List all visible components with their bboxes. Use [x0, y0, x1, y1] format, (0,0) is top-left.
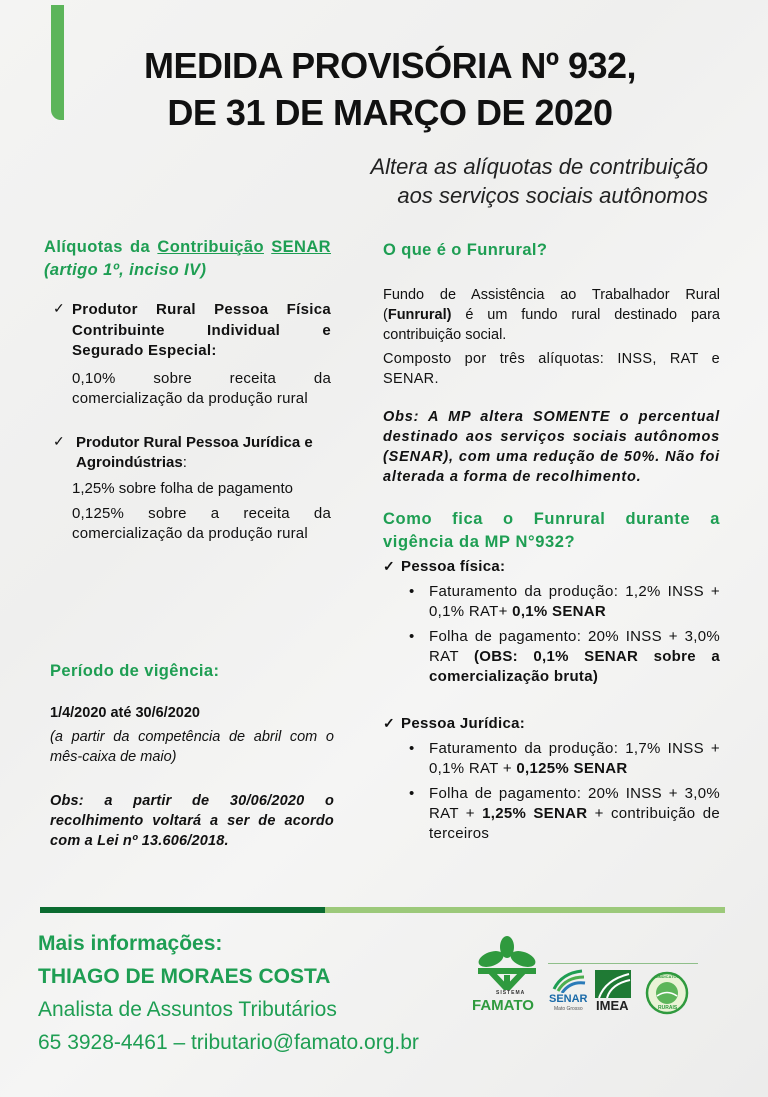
rurais-text: RURAIS — [658, 1005, 678, 1011]
list-item — [383, 739, 720, 779]
item-bold: 1,25% SENAR — [482, 805, 588, 822]
pj-list — [383, 739, 720, 844]
pf-title — [383, 556, 720, 577]
imea-logo — [595, 970, 635, 1015]
imea-road-icon — [595, 970, 631, 998]
definition-funrural: Funrural) — [387, 307, 452, 323]
period-heading: Período de vigência: — [50, 662, 220, 680]
funrural-heading: O que é o Funrural? — [383, 241, 548, 259]
famato-logo — [470, 935, 545, 1015]
check-icon: ✓ — [53, 300, 65, 316]
item-text-2: 0,125% sobre a receita da comercialização da produção rural — [72, 504, 331, 542]
page-title — [70, 42, 710, 136]
divider-dark — [40, 907, 325, 913]
item-text: 0,10% sobre receita da comercialização da produção rural — [72, 369, 331, 407]
pf-list — [383, 582, 720, 687]
period-dates: 1/4/2020 até 30/6/2020 — [50, 705, 200, 721]
imea-text: IMEA — [596, 998, 629, 1013]
item-text: Folha de pagamento: 20% INSS + 3,0% RAT + — [429, 785, 720, 822]
heading-underlined: Contribuição — [157, 238, 264, 256]
list-item — [383, 582, 720, 622]
mp-obs: Obs: A MP altera SOMENTE o percentual destinado aos serviços sociais autônomos (SENAR), com uma redução de 50%. Não foi alterada a forma de recolhimento. — [383, 409, 720, 485]
senar-mark-icon — [552, 969, 586, 993]
sindicatos-rurais-logo — [645, 971, 689, 1015]
senar-text: SENAR — [549, 993, 588, 1005]
pessoa-fisica-section — [383, 556, 720, 687]
senar-heading — [44, 236, 331, 282]
item-text-1: 1,25% sobre folha de pagamento — [72, 479, 293, 497]
item-text-end: + contribuição de terceiros — [429, 805, 720, 842]
pessoa-juridica-section — [383, 713, 720, 844]
period-note: (a partir da competência de abril com o mês-caixa de maio) — [50, 729, 334, 765]
funrural-composition: Composto por três alíquotas: INSS, RAT e SENAR. — [383, 351, 720, 387]
famato-small-text: SISTEMA — [496, 990, 526, 996]
bullet-icon: • — [409, 740, 415, 757]
subtitle-line-2: aos serviços sociais autônomos — [397, 183, 708, 208]
funrural-definition — [383, 285, 720, 345]
bullet-icon: • — [409, 583, 415, 600]
pf-title-text: Pessoa física: — [401, 558, 506, 575]
heading-text: Alíquotas da — [44, 238, 151, 256]
check-icon: ✓ — [383, 558, 396, 574]
item-title-text: Produtor Rural Pessoa Jurídica e Agroindústrias — [76, 433, 313, 471]
bullet-icon: • — [409, 785, 415, 802]
heading-senar: SENAR — [271, 238, 331, 256]
contact-name: THIAGO DE MORAES COSTA — [38, 965, 331, 988]
accent-bar — [51, 5, 64, 120]
contact-footer — [38, 927, 419, 1059]
pj-title — [383, 713, 720, 734]
left-column — [44, 236, 334, 849]
item-bold: 0,1% SENAR — [512, 603, 607, 620]
contact-role: Analista de Assuntos Tributários — [38, 998, 337, 1021]
logo-separator — [548, 963, 698, 964]
item-pessoa-fisica — [44, 300, 331, 409]
subtitle — [370, 152, 708, 210]
definition-text-a: Fundo de Assistência ao Trabalhador Rural ( — [383, 287, 720, 323]
sindicatos-text: SINDICATOS — [655, 974, 680, 979]
partner-logos — [470, 935, 730, 1015]
item-text: Faturamento da produção: 1,7% INSS + 0,1% RAT + — [429, 740, 720, 777]
list-item — [383, 784, 720, 844]
senar-logo — [549, 969, 589, 1015]
item-pessoa-juridica — [44, 433, 331, 544]
item-bold: (OBS: 0,1% SENAR sobre a comercialização bruta) — [429, 648, 720, 685]
famato-text: FAMATO — [472, 997, 534, 1014]
period-section — [50, 660, 334, 851]
subtitle-line-1: Altera as alíquotas de contribuição — [370, 154, 708, 179]
item-bold: 0,125% SENAR — [516, 760, 628, 777]
title-line-2: DE 31 DE MARÇO DE 2020 — [167, 92, 613, 133]
title-line-1: MEDIDA PROVISÓRIA Nº 932, — [143, 45, 637, 86]
bullet-icon: • — [409, 628, 415, 645]
period-obs: Obs: a partir de 30/06/2020 o recolhimento voltará a ser de acordo com a Lei nº 13.606/2018. — [50, 793, 334, 849]
right-column — [383, 239, 720, 844]
item-title-colon: : — [182, 454, 187, 471]
pj-title-text: Pessoa Jurídica: — [401, 715, 526, 732]
contact-info: 65 3928-4461 – tributario@famato.org.br — [38, 1031, 419, 1054]
item-title — [72, 433, 331, 474]
footer-label: Mais informações: — [38, 932, 223, 955]
how-funrural-heading: Como fica o Funrural durante a vigência da MP N°932? — [383, 510, 720, 551]
list-item — [383, 627, 720, 687]
check-icon: ✓ — [383, 715, 396, 731]
item-text: Faturamento da produção: 1,2% INSS + 0,1% RAT+ — [429, 583, 720, 620]
famato-leaf-icon — [470, 935, 545, 990]
heading-article: (artigo 1º, inciso IV) — [44, 261, 207, 279]
item-text: Folha de pagamento: 20% INSS + 3,0% RAT — [429, 628, 720, 665]
divider-light — [325, 907, 725, 913]
item-title: Produtor Rural Pessoa Física Contribuinte Individual e Segurado Especial: — [72, 301, 331, 359]
definition-text-c: é um fundo rural destinado para contribuição social. — [383, 307, 720, 343]
check-icon: ✓ — [53, 432, 65, 449]
senar-subtext: Mato Grosso — [554, 1006, 583, 1012]
